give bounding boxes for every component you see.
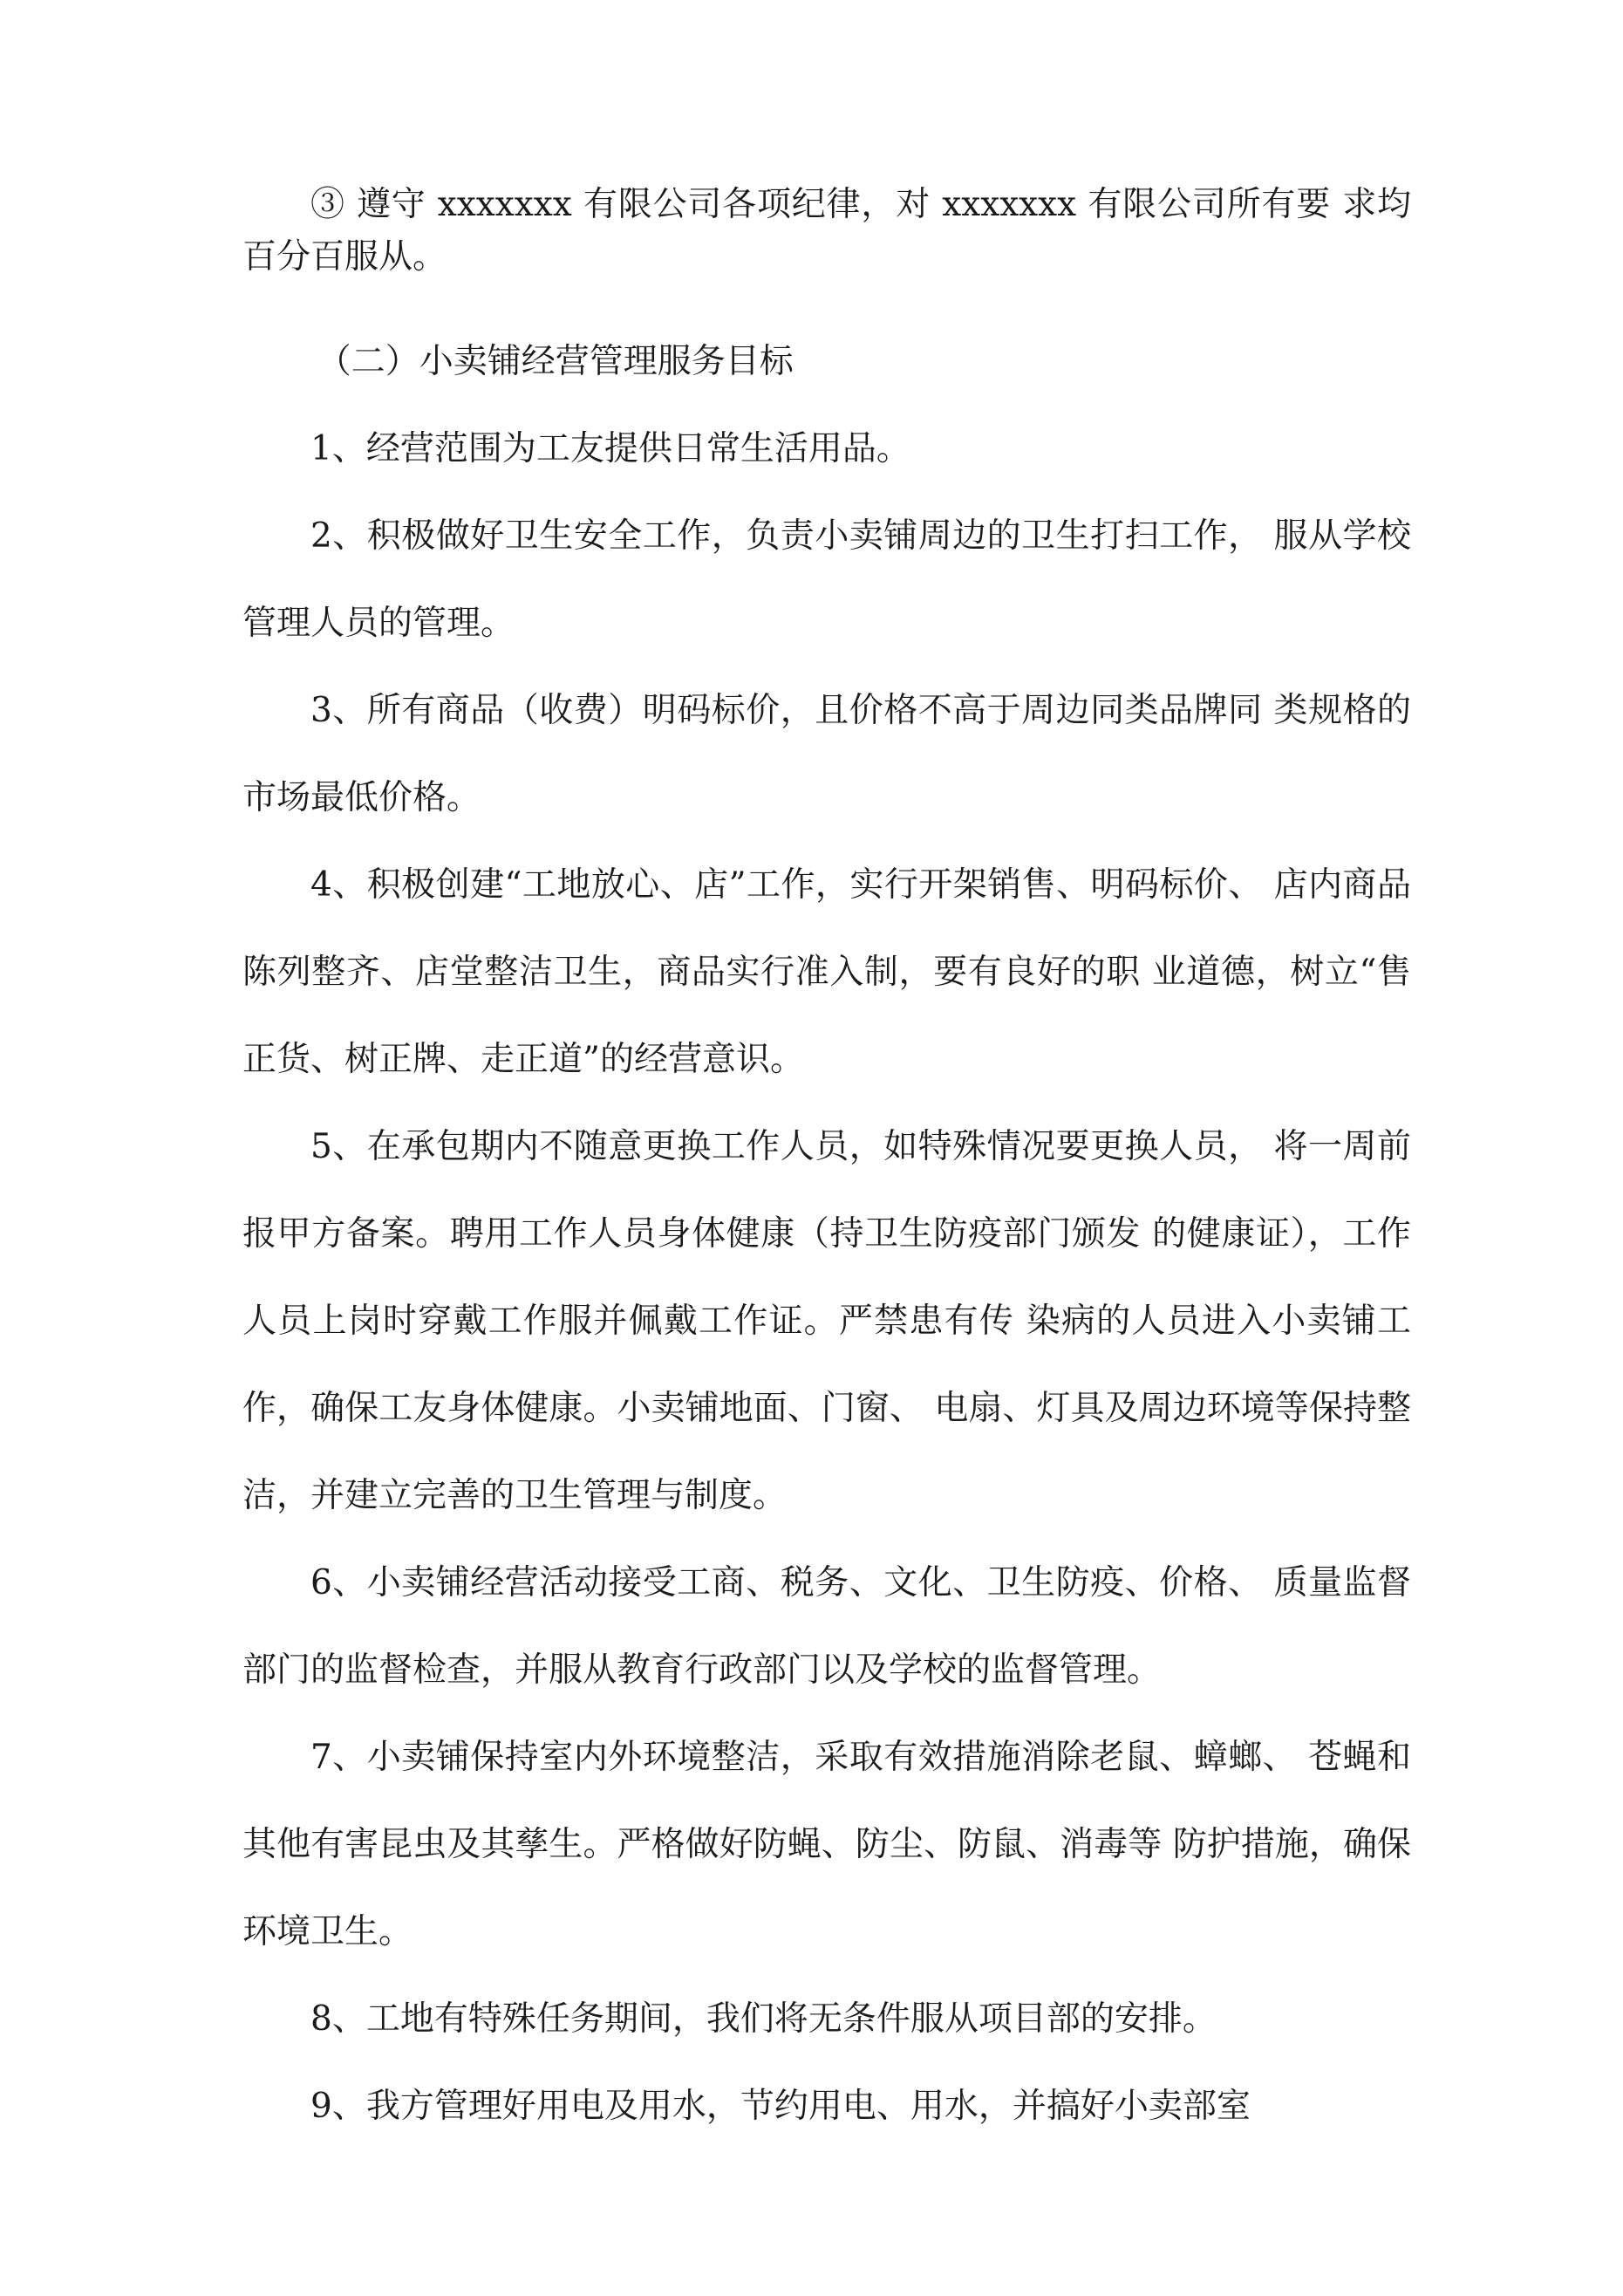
document-body	[242, 179, 1411, 2150]
paragraph-item-1: 1、经营范围为工友提供日常生活用品。	[310, 429, 910, 468]
paragraph-item-5: 5、在承包期内不随意更换工作人员，如特殊情况要更换人员， 将一周前报甲方备案。聘用工作人员身体健康（持卫生防疫部门颁发 的健康证），工作人员上岗时穿戴工作服并佩戴工作证。严禁患有传 染病的人员进入小卖铺工作，确保工友身体健康。小卖铺地面、门窗、 电扇、灯具及周边环境等保持整洁，并建立完善的卫生管理与制度。	[242, 1127, 1411, 1515]
paragraph-item-4: 4、积极创建“工地放心、店”工作，实行开架销售、明码标价、 店内商品陈列整齐、店堂整洁卫生，商品实行准入制，要有良好的职 业道德，树立“售正货、树正牌、走正道”的经营意识。	[242, 865, 1411, 1079]
paragraph-discipline: ③ 遵守 xxxxxxx 有限公司各项纪律，对 xxxxxxx 有限公司所有要 求均百分百服从。	[242, 185, 1411, 277]
paragraph-item-8: 8、工地有特殊任务期间，我们将无条件服从项目部的安排。	[310, 1999, 1217, 2039]
paragraph-item-7: 7、小卖铺保持室内外环境整洁，采取有效措施消除老鼠、蟑螂、 苍蝇和其他有害昆虫及其孳生。严格做好防蝇、防尘、防鼠、消毒等 防护措施，确保环境卫生。	[242, 1738, 1411, 1951]
paragraph-item-6: 6、小卖铺经营活动接受工商、税务、文化、卫生防疫、价格、 质量监督部门的监督检查，并服从教育行政部门以及学校的监督管理。	[242, 1563, 1411, 1690]
section-heading: （二）小卖铺经营管理服务目标	[317, 342, 794, 381]
paragraph-item-2: 2、积极做好卫生安全工作，负责小卖铺周边的卫生打扫工作， 服从学校管理人员的管理。	[242, 516, 1411, 643]
paragraph-item-9: 9、我方管理好用电及用水，节约用电、用水，并搞好小卖部室	[310, 2087, 1251, 2126]
paragraph-item-3: 3、所有商品（收费）明码标价，且价格不高于周边同类品牌同 类规格的市场最低价格。	[242, 691, 1411, 817]
